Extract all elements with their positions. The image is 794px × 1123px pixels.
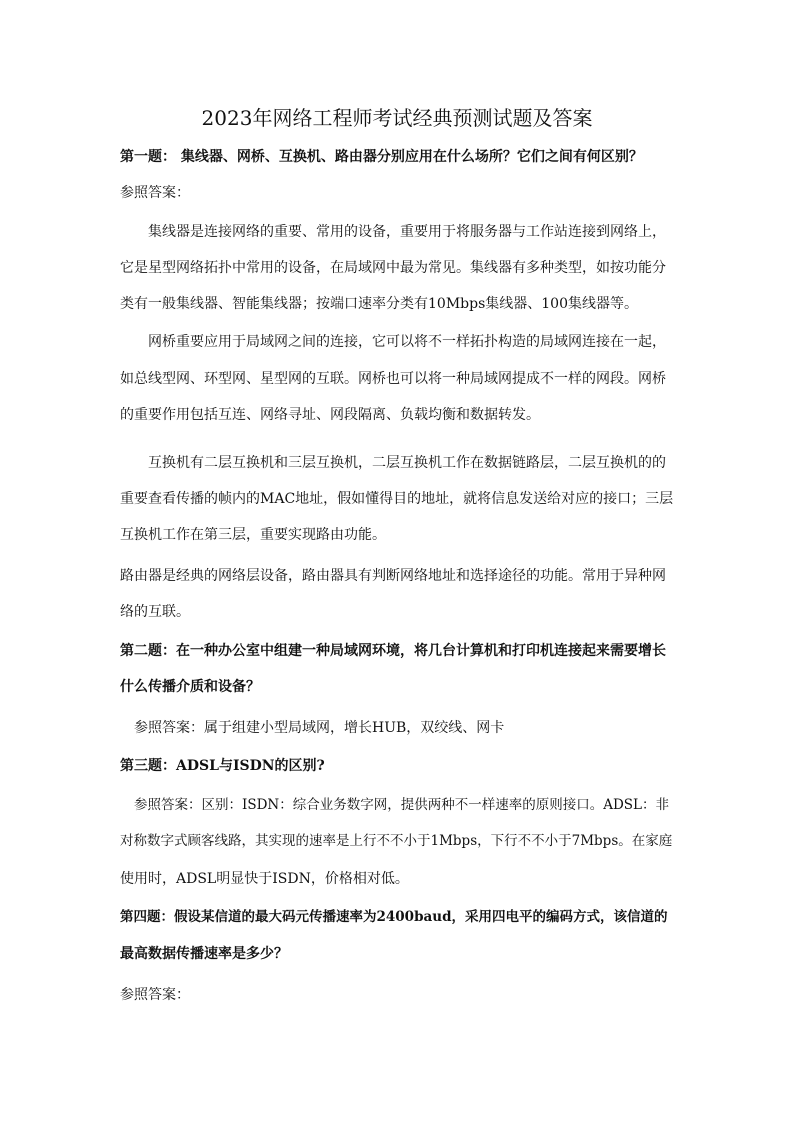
document-title: 2023年网络工程师考试经典预测试题及答案: [201, 106, 593, 130]
q1-paragraph-3-line-3: 互换机工作在第三层，重要实现路由功能。: [120, 527, 386, 543]
question-4-heading-line-2: 最高数据传播速率是多少？: [120, 946, 288, 962]
q1-paragraph-2-line-1: 网桥重要应用于局域网之间的连接，它可以将不一样拓扑构造的局域网连接在一起，: [148, 334, 666, 350]
question-1-answer-label: 参照答案：: [120, 185, 190, 201]
q1-paragraph-3-line-1: 互换机有二层互换机和三层互换机，二层互换机工作在数据链路层，二层互换机的的: [148, 455, 666, 471]
q1-paragraph-1-line-3: 类有一般集线器、智能集线器；按端口速率分类有10Mbps集线器、100集线器等。: [120, 296, 638, 312]
q1-paragraph-1-line-1: 集线器是连接网络的重要、常用的设备，重要用于将服务器与工作站连接到网络上，: [148, 224, 666, 240]
question-1-text: 集线器、网桥、互换机、路由器分别应用在什么场所？它们之间有何区别？: [176, 149, 643, 165]
q1-paragraph-2-line-2: 如总线型网、环型网、星型网的互联。网桥也可以将一种局域网提成不一样的网段。网桥: [120, 371, 666, 387]
question-3-answer-line-3: 使用时，ADSL明显快于ISDN，价格相对低。: [120, 871, 409, 887]
question-3-answer-line-2: 对称数字式顾客线路，其实现的速率是上行不不小于1Mbps，下行不不小于7Mbps。在家庭: [120, 833, 673, 849]
question-3-answer-line-1: 参照答案：区别：ISDN：综合业务数字网，提供两种不一样速率的原则接口。ADSL：非: [134, 797, 670, 813]
question-4-answer-label: 参照答案：: [120, 987, 190, 1003]
question-4-heading-line-1: 第四题：假设某信道的最大码元传播速率为2400baud，采用四电平的编码方式，该信道的: [120, 909, 668, 925]
question-2-heading-line-1: 第二题：在一种办公室中组建一种局域网环境，将几台计算机和打印机连接起来需要增长: [120, 643, 666, 659]
question-2-answer: 参照答案：属于组建小型局域网，增长HUB，双绞线、网卡: [134, 720, 505, 736]
question-3-heading: 第三题：ADSL与ISDN的区别?: [120, 758, 325, 774]
question-2-heading-line-2: 什么传播介质和设备？: [120, 679, 260, 695]
q1-paragraph-3-line-2: 重要查看传播的帧内的MAC地址，假如懂得目的地址，就将信息发送给对应的接口；三层: [120, 491, 674, 507]
q1-paragraph-4-line-2: 络的互联。: [120, 604, 190, 620]
question-1-label: 第一题：: [120, 149, 176, 165]
q1-paragraph-2-line-3: 的重要作用包括互连、网络寻址、网段隔离、负载均衡和数据转发。: [120, 407, 540, 423]
q1-paragraph-1-line-2: 它是星型网络拓扑中常用的设备，在局域网中最为常见。集线器有多种类型，如按功能分: [120, 260, 666, 276]
q1-paragraph-4-line-1: 路由器是经典的网络层设备，路由器具有判断网络地址和选择途径的功能。常用于异种网: [120, 568, 666, 584]
question-1-heading: [120, 147, 676, 167]
